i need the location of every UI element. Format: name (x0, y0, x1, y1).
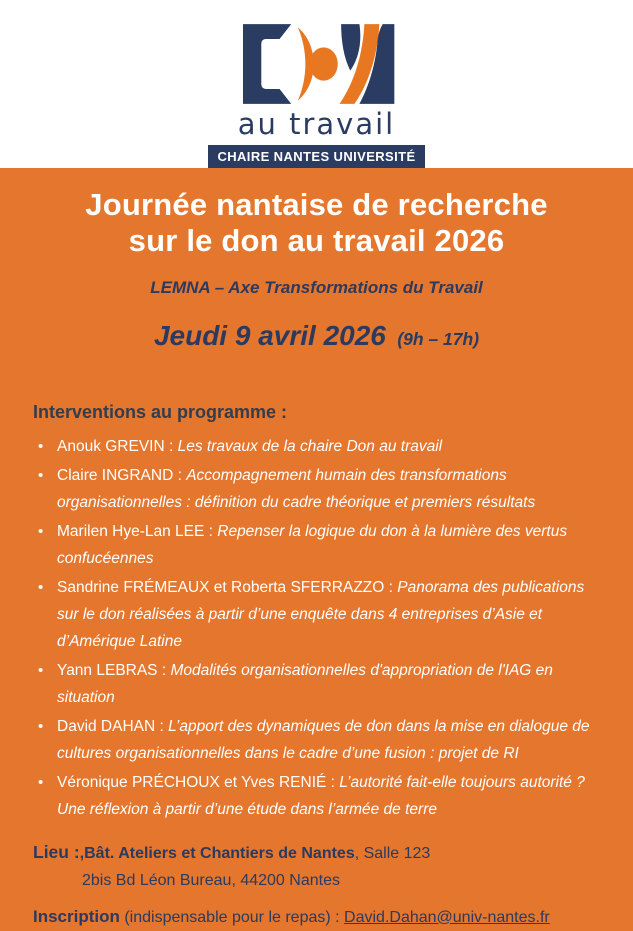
bullet-icon: • (38, 466, 44, 484)
location-line (33, 839, 600, 867)
speaker-name: Yann LEBRAS : (57, 661, 171, 679)
talk-title: Panorama des publications sur le don réalisées à partir d’une enquête dans 4 entreprises d’Asie et d’Amérique Latine (57, 578, 585, 650)
program-item (33, 657, 600, 711)
page-title (33, 187, 600, 259)
logo-header (0, 0, 633, 168)
program-item (33, 433, 600, 460)
registration-note: (indispensable pour le repas) : (119, 908, 345, 926)
logo-letter-d-bracket (242, 24, 290, 104)
talk-title: Repenser la logique du don à la lumière des vertus confucéennes (57, 522, 568, 567)
talk-title: Accompagnement humain des transformations organisationnelles : définition du cadre théorique et premiers résultats (57, 466, 536, 511)
speaker-name: Véronique PRÉCHOUX et Yves RENIÉ : (57, 773, 340, 791)
registration-line (33, 903, 600, 931)
lab-subtitle: LEMNA – Axe Transformations du Travail (150, 277, 483, 297)
program-heading: Interventions au programme : (33, 401, 288, 422)
event-date-main: Jeudi 9 avril 2026 (153, 319, 386, 351)
logo-chair-badge: CHAIRE NANTES UNIVERSITÉ (208, 145, 424, 168)
logo-letter-n-left (341, 24, 360, 71)
talk-title: Modalités organisationnelles d'appropriation de l'IAG en situation (57, 661, 553, 706)
speaker-name: Claire INGRAND : (57, 466, 187, 484)
program-list (33, 433, 600, 823)
program-item (33, 518, 600, 572)
event-date (33, 319, 600, 358)
location-block (33, 839, 600, 894)
location-venue: ,Bât. Ateliers et Chantiers de Nantes (79, 844, 355, 862)
bullet-icon: • (38, 773, 44, 791)
talk-title: L’autorité fait-elle toujours autorité ? Une réflexion à partir d’une étude dans l’armée de terre (57, 773, 585, 818)
bullet-icon: • (38, 578, 44, 596)
bullet-icon: • (38, 717, 44, 735)
program-item (33, 769, 600, 823)
poster-body (0, 168, 633, 931)
speaker-name: Sandrine FRÉMEAUX et Roberta SFERRAZZO : (57, 578, 398, 596)
program-item (33, 713, 600, 767)
location-label: Lieu : (33, 841, 80, 862)
talk-title: Les travaux de la chaire Don au travail (177, 437, 443, 455)
title-line-2: sur le don au travail 2026 (128, 222, 505, 258)
don-logo-icon (238, 22, 396, 106)
bullet-icon: • (38, 661, 44, 679)
speaker-name: Marilen Hye-Lan LEE : (57, 522, 218, 540)
speaker-name: Anouk GREVIN : (57, 437, 178, 455)
program-item (33, 574, 600, 655)
event-date-hours: (9h – 17h) (397, 328, 480, 349)
location-address: 2bis Bd Léon Bureau, 44200 Nantes (82, 871, 340, 889)
title-line-1: Journée nantaise de recherche (85, 186, 548, 222)
logo-letter-o-dot (309, 47, 337, 80)
registration-email-link[interactable]: David.Dahan@univ-nantes.fr (344, 908, 550, 926)
talk-title: L’apport des dynamiques de don dans la mise en dialogue de cultures organisationnelles dans le cadre d’une fusion : projet de RI (57, 717, 590, 762)
location-room: , Salle 123 (354, 844, 431, 862)
bullet-icon: • (38, 522, 44, 540)
program-item (33, 462, 600, 516)
bullet-icon: • (38, 437, 44, 455)
registration-label: Inscription (33, 906, 120, 926)
don-au-travail-logo (208, 22, 424, 168)
logo-wordmark-subtitle: au travail (237, 107, 396, 141)
speaker-name: David DAHAN : (57, 717, 169, 735)
